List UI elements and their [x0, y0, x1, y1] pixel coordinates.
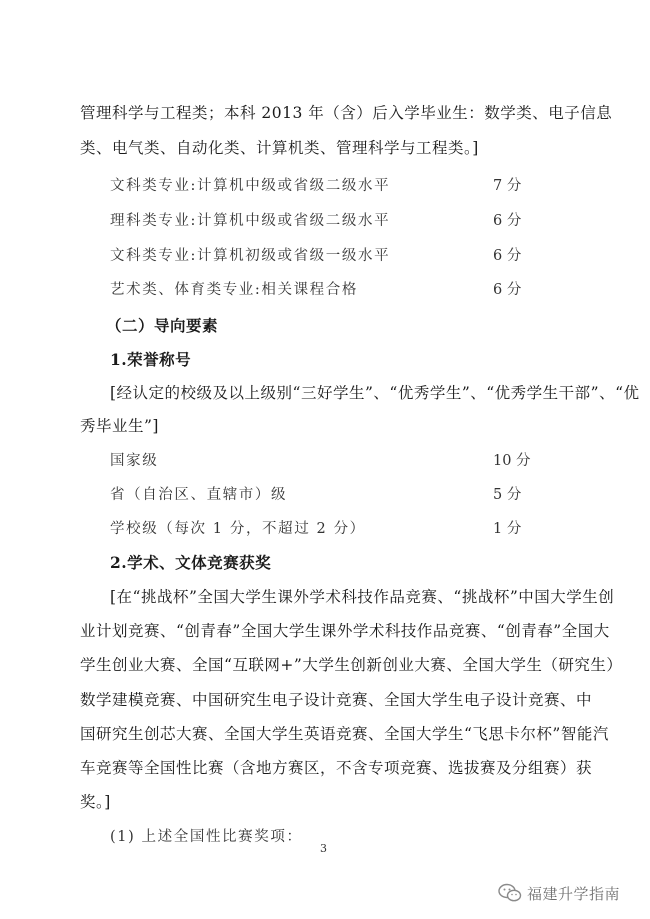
competition-title: 2.学术、文体竞赛获奖 — [110, 553, 272, 572]
computer-score-value: 7 分 — [493, 178, 522, 194]
computer-score-label: 文科类专业:计算机中级或省级二级水平 — [110, 178, 391, 194]
wechat-icon — [498, 883, 522, 903]
competition-desc-line: 国研究生创芯大赛、全国大学生英语竞赛、全国大学生“飞思卡尔杯”智能汽 — [80, 725, 609, 743]
honor-level-label: 学校级（每次 1 分，不超过 2 分） — [110, 521, 366, 537]
competition-desc-line: [在“挑战杯”全国大学生课外学术科技作品竞赛、“挑战杯”中国大学生创 — [110, 588, 615, 606]
watermark-text: 福建升学指南 — [527, 884, 621, 903]
computer-score-value: 6 分 — [493, 248, 522, 264]
computer-score-label: 文科类专业:计算机初级或省级一级水平 — [110, 248, 391, 264]
section-heading: （二）导向要素 — [106, 316, 219, 335]
competition-desc-line: 奖。] — [80, 793, 111, 811]
page-number: 3 — [320, 842, 327, 855]
honor-desc-line-1: [经认定的校级及以上级别“三好学生”、“优秀学生”、“优秀学生干部”、“优 — [110, 384, 640, 402]
computer-score-value: 6 分 — [493, 282, 522, 298]
honor-level-value: 1 分 — [493, 521, 522, 537]
honor-level-value: 5 分 — [493, 487, 522, 503]
competition-desc-line: 车竞赛等全国性比赛（含地方赛区，不含专项竞赛、选拔赛及分组赛）获 — [80, 759, 593, 777]
competition-subitem: (1) 上述全国性比赛奖项： — [110, 829, 303, 845]
computer-score-label: 理科类专业:计算机中级或省级二级水平 — [110, 213, 391, 229]
intro-line-2: 类、电气类、自动化类、计算机类、管理科学与工程类。] — [80, 139, 479, 157]
competition-desc-line: 学生创业大赛、全国“互联网+”大学生创新创业大赛、全国大学生（研究生） — [80, 656, 623, 674]
honor-title: 1.荣誉称号 — [110, 350, 192, 369]
computer-score-value: 6 分 — [493, 213, 522, 229]
competition-desc-line: 业计划竞赛、“创青春”全国大学生课外学术科技作品竞赛、“创青春”全国大 — [80, 622, 610, 640]
honor-level-label: 国家级 — [110, 453, 159, 469]
intro-line-1: 管理科学与工程类；本科 2013 年（含）后入学毕业生：数学类、电子信息 — [80, 104, 613, 122]
computer-score-label: 艺术类、体育类专业:相关课程合格 — [110, 282, 358, 298]
honor-level-label: 省（自治区、直辖市）级 — [110, 487, 288, 503]
honor-desc-line-2: 秀毕业生”] — [80, 417, 159, 435]
watermark — [498, 882, 620, 904]
honor-level-value: 10 分 — [493, 453, 531, 469]
competition-desc-line: 数学建模竞赛、中国研究生电子设计竞赛、全国大学生电子设计竞赛、中 — [80, 691, 593, 709]
